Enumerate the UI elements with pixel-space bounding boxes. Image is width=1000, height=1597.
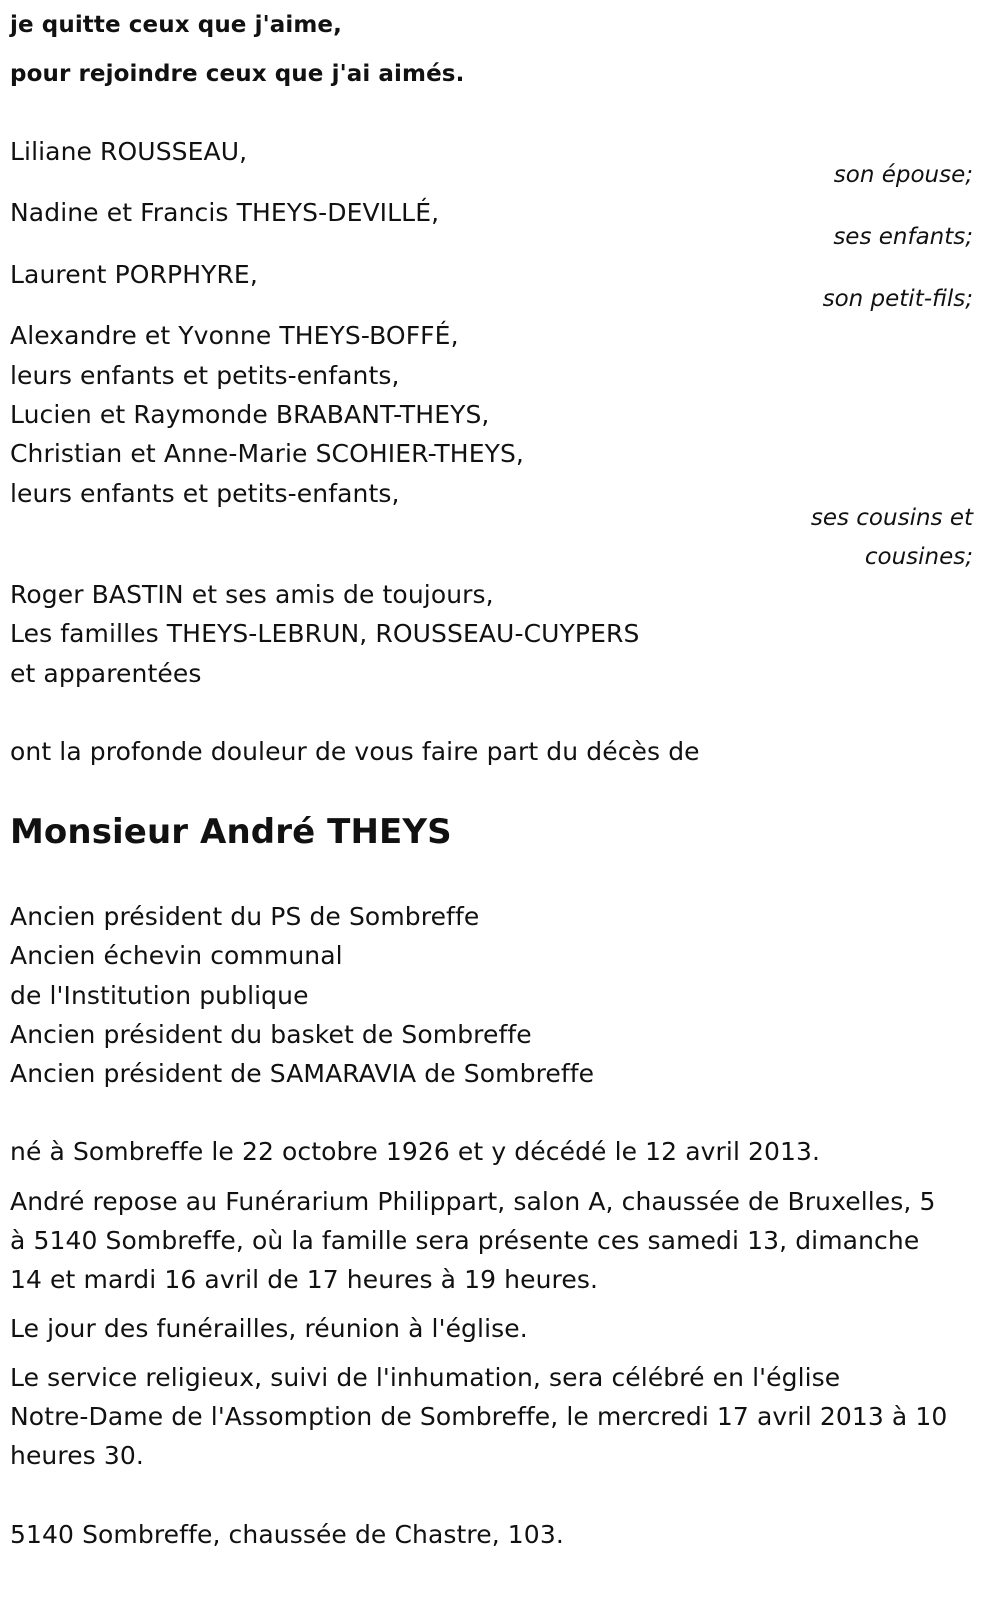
cousins-role-line-1: ses cousins et [810, 505, 973, 531]
spouse-name: Liliane ROUSSEAU, [10, 137, 248, 166]
grandson-name: Laurent PORPHYRE, [10, 260, 258, 289]
quote-line-1: je quitte ceux que j'aime, [10, 12, 342, 38]
service-line: Le service religieux, suivi de l'inhumation, sera célébré en l'église [10, 1363, 841, 1392]
title-line: Ancien président de SAMARAVIA de Sombreffe [10, 1059, 595, 1088]
title-line: Ancien échevin communal [10, 941, 343, 970]
gathering: Le jour des funérailles, réunion à l'église. [10, 1314, 528, 1343]
quote-line-2: pour rejoindre ceux que j'ai aimés. [10, 61, 465, 87]
service-line: Notre-Dame de l'Assomption de Sombreffe, le mercredi 17 avril 2013 à 10 [10, 1402, 948, 1431]
cousin-line: leurs enfants et petits-enfants, [10, 361, 400, 390]
service-line: heures 30. [10, 1441, 144, 1470]
cousin-line: Lucien et Raymonde BRABANT-THEYS, [10, 400, 490, 429]
cousins-role-line-2: cousines; [864, 544, 973, 570]
grandson-role: son petit-fils; [822, 286, 973, 312]
funerarium-line: à 5140 Sombreffe, où la famille sera présente ces samedi 13, dimanche [10, 1226, 920, 1255]
announcement: ont la profonde douleur de vous faire part du décès de [10, 737, 700, 766]
children-names: Nadine et Francis THEYS-DEVILLÉ, [10, 198, 440, 227]
birth-death: né à Sombreffe le 22 octobre 1926 et y décédé le 12 avril 2013. [10, 1137, 821, 1166]
others-line: Roger BASTIN et ses amis de toujours, [10, 580, 494, 609]
address: 5140 Sombreffe, chaussée de Chastre, 103. [10, 1520, 564, 1549]
others-line: et apparentées [10, 659, 202, 688]
title-line: Ancien président du basket de Sombreffe [10, 1020, 532, 1049]
cousin-line: Christian et Anne-Marie SCOHIER-THEYS, [10, 439, 524, 468]
children-role: ses enfants; [833, 224, 973, 250]
deceased-name: Monsieur André THEYS [10, 812, 452, 852]
funerarium-line: André repose au Funérarium Philippart, salon A, chaussée de Bruxelles, 5 [10, 1187, 936, 1216]
others-line: Les familles THEYS-LEBRUN, ROUSSEAU-CUYPERS [10, 619, 640, 648]
title-line: Ancien président du PS de Sombreffe [10, 902, 480, 931]
spouse-role: son épouse; [833, 162, 973, 188]
cousin-line: Alexandre et Yvonne THEYS-BOFFÉ, [10, 321, 459, 350]
funerarium-line: 14 et mardi 16 avril de 17 heures à 19 heures. [10, 1265, 599, 1294]
title-line: de l'Institution publique [10, 981, 309, 1010]
cousin-line: leurs enfants et petits-enfants, [10, 479, 400, 508]
